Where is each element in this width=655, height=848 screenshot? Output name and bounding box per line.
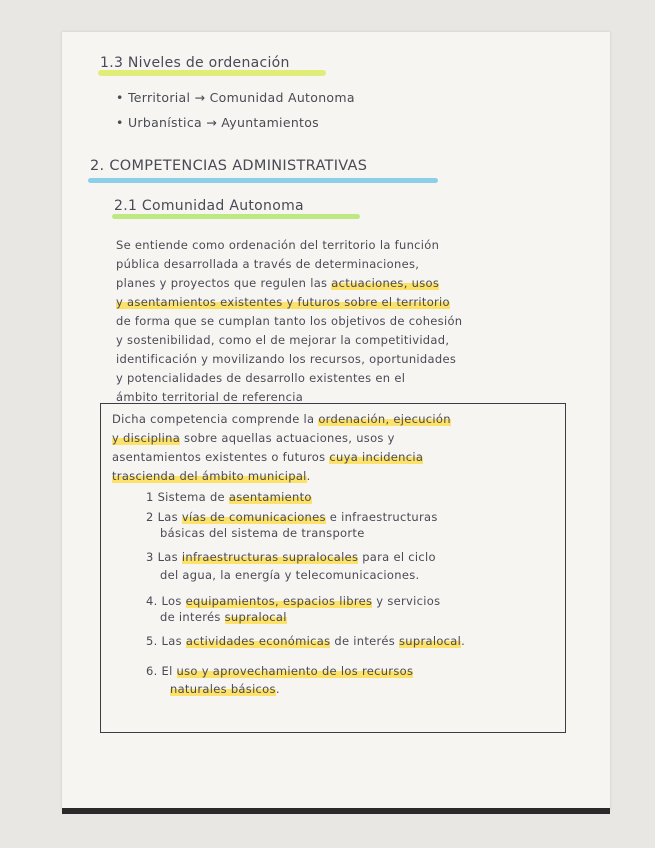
box-line: asentamientos existentes o futuros cuya incidencia — [112, 450, 424, 464]
highlighted-text: equipamientos, espacios libres — [185, 594, 373, 608]
box-line: Dicha competencia comprende la ordenación, ejecución — [112, 412, 451, 426]
highlighted-text: y asentamientos existentes y futuros sobre el territorio — [116, 295, 450, 309]
highlighted-text: uso y aprovechamiento de los recursos — [176, 664, 414, 678]
highlighted-text: asentamiento — [228, 490, 312, 504]
section-2-title: 2. COMPETENCIAS ADMINISTRATIVAS — [90, 158, 368, 174]
list-item: • Territorial → Comunidad Autonoma — [116, 90, 355, 105]
paragraph-line — [116, 276, 439, 290]
section-2-1-title: 2.1 Comunidad Autonoma — [114, 198, 304, 214]
list-item: 4. Los equipamientos, espacios libres y servicios — [146, 594, 441, 608]
paragraph-line: de forma que se cumplan tanto los objetivos de cohesión — [116, 314, 463, 328]
paragraph-line: Se entiende como ordenación del territorio la función — [116, 238, 440, 252]
box-line: trascienda del ámbito municipal. — [112, 469, 311, 483]
highlighted-text: ordenación, ejecución — [318, 412, 451, 426]
paragraph-line: y potencialidades de desarrollo existentes en el — [116, 371, 406, 385]
list-item: 3 Las infraestructuras supralocales para el ciclo — [146, 550, 436, 564]
line-part: planes y proyectos que regulen las — [116, 276, 332, 290]
list-item-continuation: básicas del sistema de transporte — [160, 526, 365, 540]
section-1-3-title: 1.3 Niveles de ordenación — [100, 55, 290, 71]
paragraph-line: identificación y movilizando los recursos, oportunidades — [116, 352, 457, 366]
list-item: 6. El uso y aprovechamiento de los recursos — [146, 664, 414, 678]
highlighted-text: y disciplina — [112, 431, 181, 445]
highlighted-text: supralocal — [398, 634, 462, 648]
paragraph-line — [116, 295, 450, 309]
list-item: • Urbanística → Ayuntamientos — [116, 115, 319, 130]
list-item: naturales básicos. — [170, 682, 280, 696]
page-edge — [62, 808, 610, 814]
highlighted-text: supralocal — [224, 610, 287, 624]
highlighted-text: naturales básicos — [170, 682, 276, 696]
paragraph-line: ámbito territorial de referencia — [116, 390, 304, 404]
paragraph-line: y sostenibilidad, como el de mejorar la competitividad, — [116, 333, 450, 347]
title-highlight — [112, 214, 360, 219]
highlighted-text: vías de comunicaciones — [181, 510, 326, 524]
highlighted-text: cuya incidencia — [329, 450, 424, 464]
list-item: 2 Las vías de comunicaciones e infraestructuras — [146, 510, 438, 524]
box-line: y disciplina sobre aquellas actuaciones, usos y — [112, 431, 395, 445]
list-item: 1 Sistema de asentamiento — [146, 490, 312, 504]
highlighted-text: actividades económicas — [185, 634, 331, 648]
highlighted-text: infraestructuras supralocales — [181, 550, 359, 564]
list-item: de interés supralocal — [160, 610, 287, 624]
title-highlight — [88, 178, 438, 183]
highlighted-text: actuaciones, usos — [331, 276, 440, 290]
list-item: 5. Las actividades económicas de interés supralocal. — [146, 634, 466, 648]
list-item-continuation: del agua, la energía y telecomunicaciones. — [160, 568, 420, 582]
paragraph-line: pública desarrollada a través de determinaciones, — [116, 257, 420, 271]
highlighted-text: trascienda del ámbito municipal — [112, 469, 307, 483]
